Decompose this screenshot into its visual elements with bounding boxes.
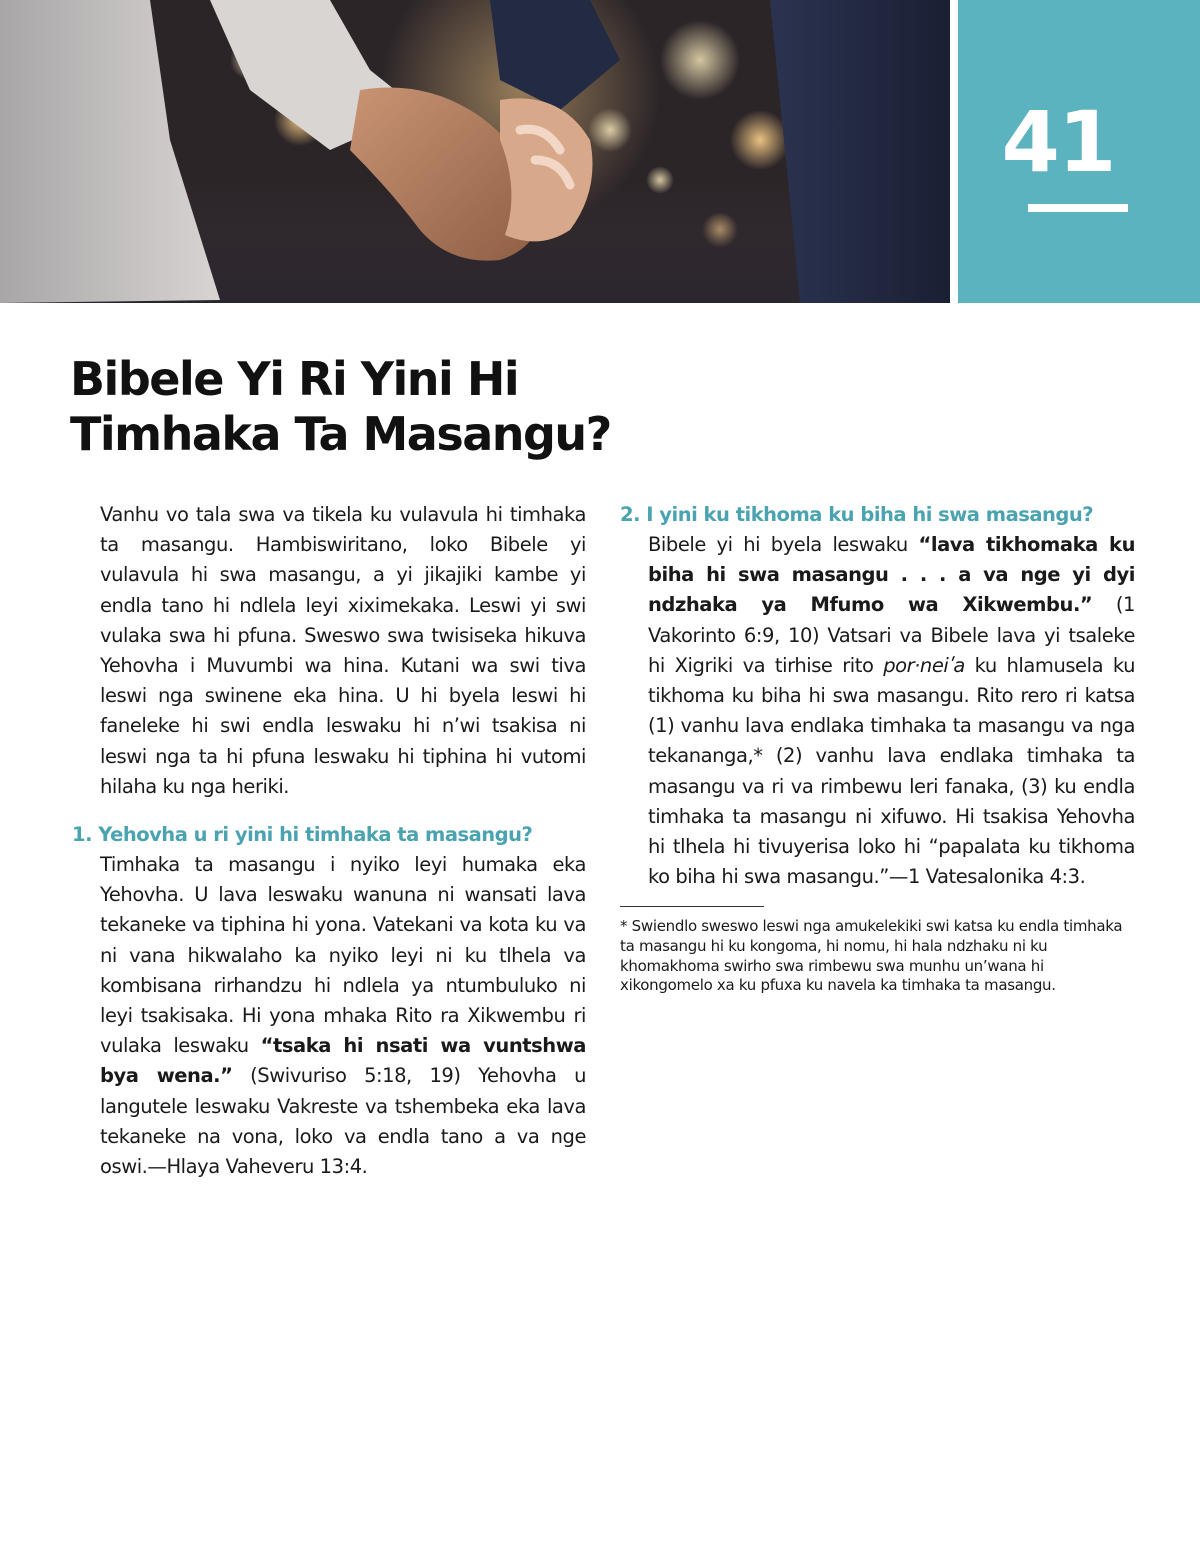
- section-1-scripture-quote: “tsaka hi nsati wa vuntshwa bya wena.”: [100, 1034, 586, 1088]
- section-1-text-a: Timhaka ta masangu i nyiko leyi humaka eka Yehovha. U lava leswaku wanuna ni wansati lava tekaneke va tiphina hi yona. Vatekani va kota ku va ni vana hikwalaho ka nyiko leyi ni ku tlhela va kombisana rirhandzu hi ndlela ya ntumbuluko ni leyi tsakisaka. Hi yona mhaka Rito ra Xikwembu ri vulaka leswaku: [100, 853, 586, 1058]
- section-1-heading: 1. Yehovha u ri yini hi timhaka ta masangu?: [72, 823, 533, 847]
- left-column: [72, 500, 586, 1182]
- section-2-text-c: ku hlamusela ku tikhoma ku biha hi swa masangu. Rito rero ri katsa (1) vanhu lava endlaka timhaka ta masangu va nga tekananga,* (2) vanhu lava endlaka timhaka ta masangu va ri va rimbewu leri fanaka, (3) ku endla timhaka ta masangu ni xifuwo. Hi tsakisa Yehovha hi tlhela hi tivuyerisa loko hi “papalata ku tikhoma ko biha hi swa masangu.”—1 Vatesalonika 4:3.: [648, 653, 1135, 889]
- section-2-heading: 2. I yini ku tikhoma ku biha hi swa masangu?: [620, 503, 1094, 526]
- section-2-scripture-quote: “lava tikhomaka ku biha hi swa masangu . . . a va nge yi dyi ndzhaka ya Mfumo wa Xikwembu.”: [648, 533, 1136, 617]
- lesson-number: 41: [1001, 93, 1115, 191]
- lesson-number-underline: [1028, 204, 1128, 212]
- greek-word: por·neiʹa: [883, 653, 965, 677]
- section-1-text-b: (Swivuriso 5:18, 19) Yehovha u langutele leswaku Vakreste va tshembeka eka lava tekaneke na vona, loko va endla tano a va nge oswi.—Hlaya Vaheveru 13:4.: [100, 1064, 586, 1179]
- section-2-text-a: Bibele yi hi byela leswaku: [648, 533, 919, 556]
- page-title-line-1: Bibele Yi Ri Yini Hi: [70, 352, 519, 406]
- hero-photo-holding-hands: [0, 0, 950, 303]
- right-column: [620, 500, 1135, 996]
- page-title: [70, 352, 690, 462]
- hero-illustration: [0, 0, 950, 303]
- section-1-paragraph: [72, 850, 586, 1182]
- lesson-number-badge: [958, 0, 1200, 303]
- page-title-line-2: Timhaka Ta Masangu?: [70, 407, 611, 461]
- section-2-paragraph: [620, 530, 1135, 892]
- footnote: * Swiendlo sweswo leswi nga amukelekiki swi katsa ku endla timhaka ta masangu hi ku kongoma, hi nomu, hi hala ndzhaku ni ku khomakhoma swirho swa rimbewu swa munhu un’wana hi xikongomelo xa ku pfuxa ku navela ka timhaka ta masangu.: [620, 917, 1123, 995]
- section-2-text-b: (1 Vakorinto 6:9, 10) Vatsari va Bibele lava yi tsaleke hi Xigriki va tirhise rito: [648, 593, 1135, 677]
- intro-paragraph: Vanhu vo tala swa va tikela ku vulavula hi timhaka ta masangu. Hambiswiritano, loko Bibele yi vulavula hi swa masangu, a yi jikajiki kambe yi endla tano hi ndlela leyi xiximekaka. Leswi yi swi vulaka swa hi pfuna. Sweswo swa twisiseka hikuva Yehovha i Muvumbi wa hina. Kutani wa swi tiva leswi nga swinene eka hina. U hi byela leswi hi faneleke hi swi endla leswaku hi n’wi tsakisa ni leswi nga ta hi pfuna leswaku hi tiphina hi vutomi hilaha ku nga heriki.: [100, 503, 586, 798]
- footnote-divider: [620, 906, 764, 907]
